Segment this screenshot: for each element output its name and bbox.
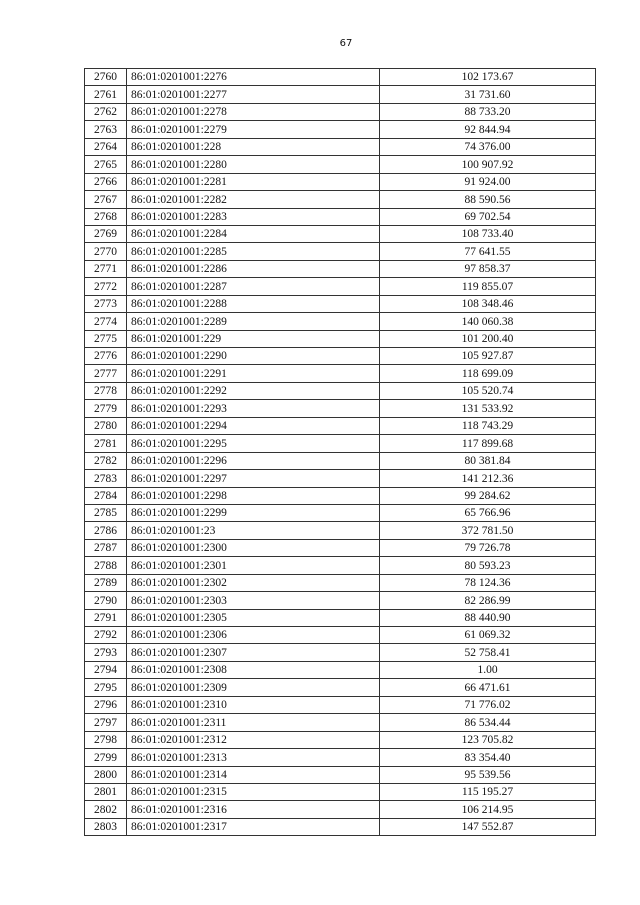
cadastral-number-cell: 86:01:0201001:2302 xyxy=(127,574,380,591)
cadastral-value-cell: 80 593.23 xyxy=(380,557,596,574)
table-row xyxy=(85,400,596,417)
table-row xyxy=(85,330,596,347)
table-row xyxy=(85,470,596,487)
table-row xyxy=(85,679,596,696)
table-row xyxy=(85,783,596,800)
cadastral-number-cell: 86:01:0201001:229 xyxy=(127,330,380,347)
cadastral-value-cell: 101 200.40 xyxy=(380,330,596,347)
cadastral-number-cell: 86:01:0201001:2278 xyxy=(127,103,380,120)
page-number: 67 xyxy=(339,38,353,49)
table-row xyxy=(85,766,596,783)
row-number-cell: 2796 xyxy=(85,696,127,713)
row-number-cell: 2802 xyxy=(85,801,127,818)
cadastral-value-cell: 83 354.40 xyxy=(380,749,596,766)
row-number-cell: 2763 xyxy=(85,121,127,138)
table-row xyxy=(85,156,596,173)
cadastral-value-cell: 66 471.61 xyxy=(380,679,596,696)
table-row xyxy=(85,173,596,190)
row-number-cell: 2799 xyxy=(85,749,127,766)
table-row xyxy=(85,661,596,678)
row-number-cell: 2803 xyxy=(85,818,127,835)
cadastral-number-cell: 86:01:0201001:2296 xyxy=(127,452,380,469)
cadastral-number-cell: 86:01:0201001:2312 xyxy=(127,731,380,748)
cadastral-number-cell: 86:01:0201001:2313 xyxy=(127,749,380,766)
row-number-cell: 2761 xyxy=(85,86,127,103)
row-number-cell: 2779 xyxy=(85,400,127,417)
row-number-cell: 2774 xyxy=(85,313,127,330)
row-number-cell: 2788 xyxy=(85,557,127,574)
row-number-cell: 2781 xyxy=(85,435,127,452)
cadastral-value-cell: 117 899.68 xyxy=(380,435,596,452)
cadastral-number-cell: 86:01:0201001:2317 xyxy=(127,818,380,835)
row-number-cell: 2792 xyxy=(85,627,127,644)
table-row xyxy=(85,191,596,208)
row-number-cell: 2783 xyxy=(85,470,127,487)
row-number-cell: 2767 xyxy=(85,191,127,208)
cadastral-number-cell: 86:01:0201001:2297 xyxy=(127,470,380,487)
cadastral-value-cell: 119 855.07 xyxy=(380,278,596,295)
table-row xyxy=(85,731,596,748)
row-number-cell: 2768 xyxy=(85,208,127,225)
cadastral-value-cell: 88 733.20 xyxy=(380,103,596,120)
cadastral-value-cell: 88 440.90 xyxy=(380,609,596,626)
row-number-cell: 2769 xyxy=(85,225,127,242)
table-row xyxy=(85,225,596,242)
cadastral-value-cell: 52 758.41 xyxy=(380,644,596,661)
cadastral-value-cell: 88 590.56 xyxy=(380,191,596,208)
row-number-cell: 2794 xyxy=(85,661,127,678)
cadastral-number-cell: 86:01:0201001:2310 xyxy=(127,696,380,713)
cadastral-value-cell: 1.00 xyxy=(380,661,596,678)
cadastral-number-cell: 86:01:0201001:2283 xyxy=(127,208,380,225)
table-row xyxy=(85,278,596,295)
row-number-cell: 2795 xyxy=(85,679,127,696)
cadastral-number-cell: 86:01:0201001:2293 xyxy=(127,400,380,417)
row-number-cell: 2780 xyxy=(85,417,127,434)
cadastral-value-cell: 108 733.40 xyxy=(380,225,596,242)
cadastral-value-cell: 102 173.67 xyxy=(380,69,596,86)
table-row xyxy=(85,539,596,556)
table-row xyxy=(85,243,596,260)
table-row xyxy=(85,696,596,713)
cadastral-number-cell: 86:01:0201001:2285 xyxy=(127,243,380,260)
cadastral-value-cell: 95 539.56 xyxy=(380,766,596,783)
row-number-cell: 2764 xyxy=(85,138,127,155)
cadastral-value-cell: 91 924.00 xyxy=(380,173,596,190)
table-row xyxy=(85,208,596,225)
cadastral-number-cell: 86:01:0201001:2290 xyxy=(127,348,380,365)
cadastral-value-cell: 61 069.32 xyxy=(380,627,596,644)
cadastral-value-cell: 86 534.44 xyxy=(380,714,596,731)
cadastral-value-cell: 99 284.62 xyxy=(380,487,596,504)
row-number-cell: 2778 xyxy=(85,382,127,399)
cadastral-number-cell: 86:01:0201001:2301 xyxy=(127,557,380,574)
cadastral-number-cell: 86:01:0201001:2282 xyxy=(127,191,380,208)
cadastral-number-cell: 86:01:0201001:2300 xyxy=(127,539,380,556)
cadastral-number-cell: 86:01:0201001:2298 xyxy=(127,487,380,504)
cadastral-value-cell: 106 214.95 xyxy=(380,801,596,818)
cadastral-number-cell: 86:01:0201001:2306 xyxy=(127,627,380,644)
table-row xyxy=(85,592,596,609)
row-number-cell: 2786 xyxy=(85,522,127,539)
cadastral-value-table xyxy=(84,68,596,836)
cadastral-number-cell: 86:01:0201001:2288 xyxy=(127,295,380,312)
cadastral-number-cell: 86:01:0201001:2292 xyxy=(127,382,380,399)
cadastral-value-cell: 65 766.96 xyxy=(380,504,596,521)
table-row xyxy=(85,295,596,312)
cadastral-value-cell: 140 060.38 xyxy=(380,313,596,330)
cadastral-value-cell: 69 702.54 xyxy=(380,208,596,225)
cadastral-value-cell: 78 124.36 xyxy=(380,574,596,591)
row-number-cell: 2772 xyxy=(85,278,127,295)
table-row xyxy=(85,818,596,835)
row-number-cell: 2784 xyxy=(85,487,127,504)
row-number-cell: 2782 xyxy=(85,452,127,469)
row-number-cell: 2785 xyxy=(85,504,127,521)
table-body xyxy=(85,69,596,836)
cadastral-number-cell: 86:01:0201001:2289 xyxy=(127,313,380,330)
cadastral-number-cell: 86:01:0201001:2315 xyxy=(127,783,380,800)
row-number-cell: 2775 xyxy=(85,330,127,347)
cadastral-value-cell: 31 731.60 xyxy=(380,86,596,103)
cadastral-number-cell: 86:01:0201001:23 xyxy=(127,522,380,539)
table-row xyxy=(85,121,596,138)
table-row xyxy=(85,574,596,591)
row-number-cell: 2762 xyxy=(85,103,127,120)
cadastral-number-cell: 86:01:0201001:2277 xyxy=(127,86,380,103)
table-row xyxy=(85,557,596,574)
table-row xyxy=(85,86,596,103)
row-number-cell: 2797 xyxy=(85,714,127,731)
cadastral-number-cell: 86:01:0201001:2284 xyxy=(127,225,380,242)
cadastral-value-cell: 118 743.29 xyxy=(380,417,596,434)
row-number-cell: 2773 xyxy=(85,295,127,312)
table-row xyxy=(85,644,596,661)
row-number-cell: 2776 xyxy=(85,348,127,365)
row-number-cell: 2789 xyxy=(85,574,127,591)
cadastral-value-cell: 97 858.37 xyxy=(380,260,596,277)
cadastral-value-cell: 147 552.87 xyxy=(380,818,596,835)
cadastral-number-cell: 86:01:0201001:2287 xyxy=(127,278,380,295)
row-number-cell: 2793 xyxy=(85,644,127,661)
cadastral-value-cell: 74 376.00 xyxy=(380,138,596,155)
row-number-cell: 2798 xyxy=(85,731,127,748)
table-row xyxy=(85,365,596,382)
cadastral-number-cell: 86:01:0201001:2291 xyxy=(127,365,380,382)
cadastral-number-cell: 86:01:0201001:2305 xyxy=(127,609,380,626)
row-number-cell: 2787 xyxy=(85,539,127,556)
table-row xyxy=(85,260,596,277)
cadastral-number-cell: 86:01:0201001:2308 xyxy=(127,661,380,678)
table-row xyxy=(85,801,596,818)
table-row xyxy=(85,69,596,86)
table-row xyxy=(85,487,596,504)
row-number-cell: 2800 xyxy=(85,766,127,783)
table-row xyxy=(85,522,596,539)
cadastral-number-cell: 86:01:0201001:2276 xyxy=(127,69,380,86)
cadastral-number-cell: 86:01:0201001:2299 xyxy=(127,504,380,521)
cadastral-number-cell: 86:01:0201001:2280 xyxy=(127,156,380,173)
cadastral-number-cell: 86:01:0201001:2316 xyxy=(127,801,380,818)
cadastral-value-cell: 105 927.87 xyxy=(380,348,596,365)
cadastral-value-cell: 79 726.78 xyxy=(380,539,596,556)
cadastral-number-cell: 86:01:0201001:2281 xyxy=(127,173,380,190)
cadastral-value-cell: 141 212.36 xyxy=(380,470,596,487)
cadastral-number-cell: 86:01:0201001:2314 xyxy=(127,766,380,783)
cadastral-number-cell: 86:01:0201001:2307 xyxy=(127,644,380,661)
cadastral-value-cell: 80 381.84 xyxy=(380,452,596,469)
cadastral-value-cell: 82 286.99 xyxy=(380,592,596,609)
table-row xyxy=(85,504,596,521)
cadastral-number-cell: 86:01:0201001:2311 xyxy=(127,714,380,731)
row-number-cell: 2777 xyxy=(85,365,127,382)
table-row xyxy=(85,749,596,766)
table-row xyxy=(85,435,596,452)
cadastral-value-cell: 105 520.74 xyxy=(380,382,596,399)
row-number-cell: 2790 xyxy=(85,592,127,609)
table-row xyxy=(85,103,596,120)
row-number-cell: 2801 xyxy=(85,783,127,800)
table-row xyxy=(85,382,596,399)
cadastral-number-cell: 86:01:0201001:2309 xyxy=(127,679,380,696)
table-row xyxy=(85,417,596,434)
cadastral-number-cell: 86:01:0201001:2295 xyxy=(127,435,380,452)
row-number-cell: 2766 xyxy=(85,173,127,190)
cadastral-value-cell: 118 699.09 xyxy=(380,365,596,382)
cadastral-value-cell: 372 781.50 xyxy=(380,522,596,539)
table-row xyxy=(85,714,596,731)
row-number-cell: 2771 xyxy=(85,260,127,277)
table-row xyxy=(85,313,596,330)
cadastral-number-cell: 86:01:0201001:228 xyxy=(127,138,380,155)
row-number-cell: 2770 xyxy=(85,243,127,260)
cadastral-value-cell: 131 533.92 xyxy=(380,400,596,417)
table-row xyxy=(85,138,596,155)
cadastral-number-cell: 86:01:0201001:2294 xyxy=(127,417,380,434)
table-row xyxy=(85,609,596,626)
cadastral-number-cell: 86:01:0201001:2279 xyxy=(127,121,380,138)
cadastral-value-cell: 71 776.02 xyxy=(380,696,596,713)
cadastral-value-cell: 108 348.46 xyxy=(380,295,596,312)
cadastral-value-cell: 115 195.27 xyxy=(380,783,596,800)
row-number-cell: 2760 xyxy=(85,69,127,86)
row-number-cell: 2765 xyxy=(85,156,127,173)
table-row xyxy=(85,627,596,644)
cadastral-number-cell: 86:01:0201001:2303 xyxy=(127,592,380,609)
table-row xyxy=(85,348,596,365)
cadastral-value-cell: 123 705.82 xyxy=(380,731,596,748)
row-number-cell: 2791 xyxy=(85,609,127,626)
cadastral-value-cell: 77 641.55 xyxy=(380,243,596,260)
table-row xyxy=(85,452,596,469)
cadastral-value-cell: 100 907.92 xyxy=(380,156,596,173)
cadastral-value-cell: 92 844.94 xyxy=(380,121,596,138)
cadastral-number-cell: 86:01:0201001:2286 xyxy=(127,260,380,277)
